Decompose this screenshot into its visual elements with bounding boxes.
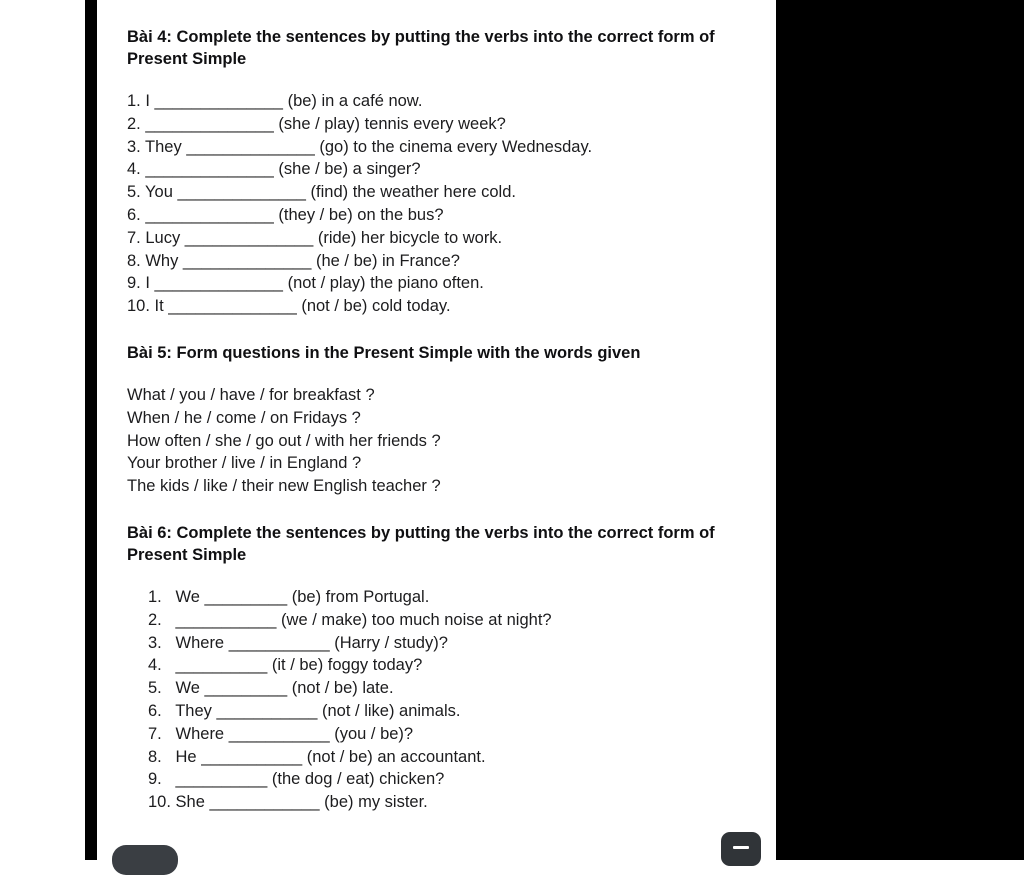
section-title-bai6: Bài 6: Complete the sentences by putting the verbs into the correct form of Present Simple [127,523,715,564]
worksheet-page [127,26,767,838]
sentence-line: Your brother / live / in England ? [127,454,362,473]
right-black-panel [776,0,1024,860]
sentence-line: 4. __________ (it / be) foggy today? [148,656,423,675]
section-title-bai4: Bài 4: Complete the sentences by putting the verbs into the correct form of Present Simple [127,28,715,68]
sentence-line: 2. ______________ (she / play) tennis every week? [127,114,506,133]
sentence-line: 5. You ______________ (find) the weather here cold. [127,183,516,202]
sentence-line: How often / she / go out / with her friends ? [127,431,441,450]
sentence-line: The kids / like / their new English teacher ? [127,477,441,496]
sentence-line: 6. ______________ (they / be) on the bus? [127,205,444,224]
sentence-list-bai4 [127,90,767,318]
exercise-section-bai5 [127,342,767,498]
sentence-line: When / he / come / on Fridays ? [127,408,361,427]
sentence-line: 10. It ______________ (not / be) cold today. [127,297,451,316]
sentence-line: 1. I ______________ (be) in a café now. [127,92,423,110]
sentence-line: 2. ___________ (we / make) too much noise at night? [148,610,552,629]
minus-icon [733,846,749,849]
sentence-line: 7. Where ___________ (you / be)? [148,724,414,743]
sentence-line: 6. They ___________ (not / like) animals. [148,701,461,720]
sentence-list-bai5 [127,384,767,498]
sentence-line: What / you / have / for breakfast ? [127,385,375,404]
section-title-bai5: Bài 5: Form questions in the Present Simple with the words given [127,343,641,362]
sentence-line: 5. We _________ (not / be) late. [148,679,394,698]
sentence-line: 9. __________ (the dog / eat) chicken? [148,770,445,789]
bottom-left-button[interactable] [112,845,178,875]
exercise-section-bai4 [127,26,767,318]
sentence-line: 7. Lucy ______________ (ride) her bicycle to work. [127,228,503,247]
sentence-line: 1. We _________ (be) from Portugal. [148,587,430,606]
minimize-button[interactable] [721,832,761,866]
left-black-bar [85,0,97,860]
sentence-line: 4. ______________ (she / be) a singer? [127,160,421,179]
sentence-line: 3. Where ___________ (Harry / study)? [148,633,448,652]
sentence-list-bai6 [148,586,767,814]
sentence-line: 9. I ______________ (not / play) the piano often. [127,274,484,293]
sentence-line: 8. Why ______________ (he / be) in France? [127,251,460,270]
sentence-line: 3. They ______________ (go) to the cinema every Wednesday. [127,137,593,156]
exercise-section-bai6 [127,522,767,814]
sentence-line: 10. She ____________ (be) my sister. [148,793,428,812]
sentence-line: 8. He ___________ (not / be) an accountant. [148,747,486,766]
